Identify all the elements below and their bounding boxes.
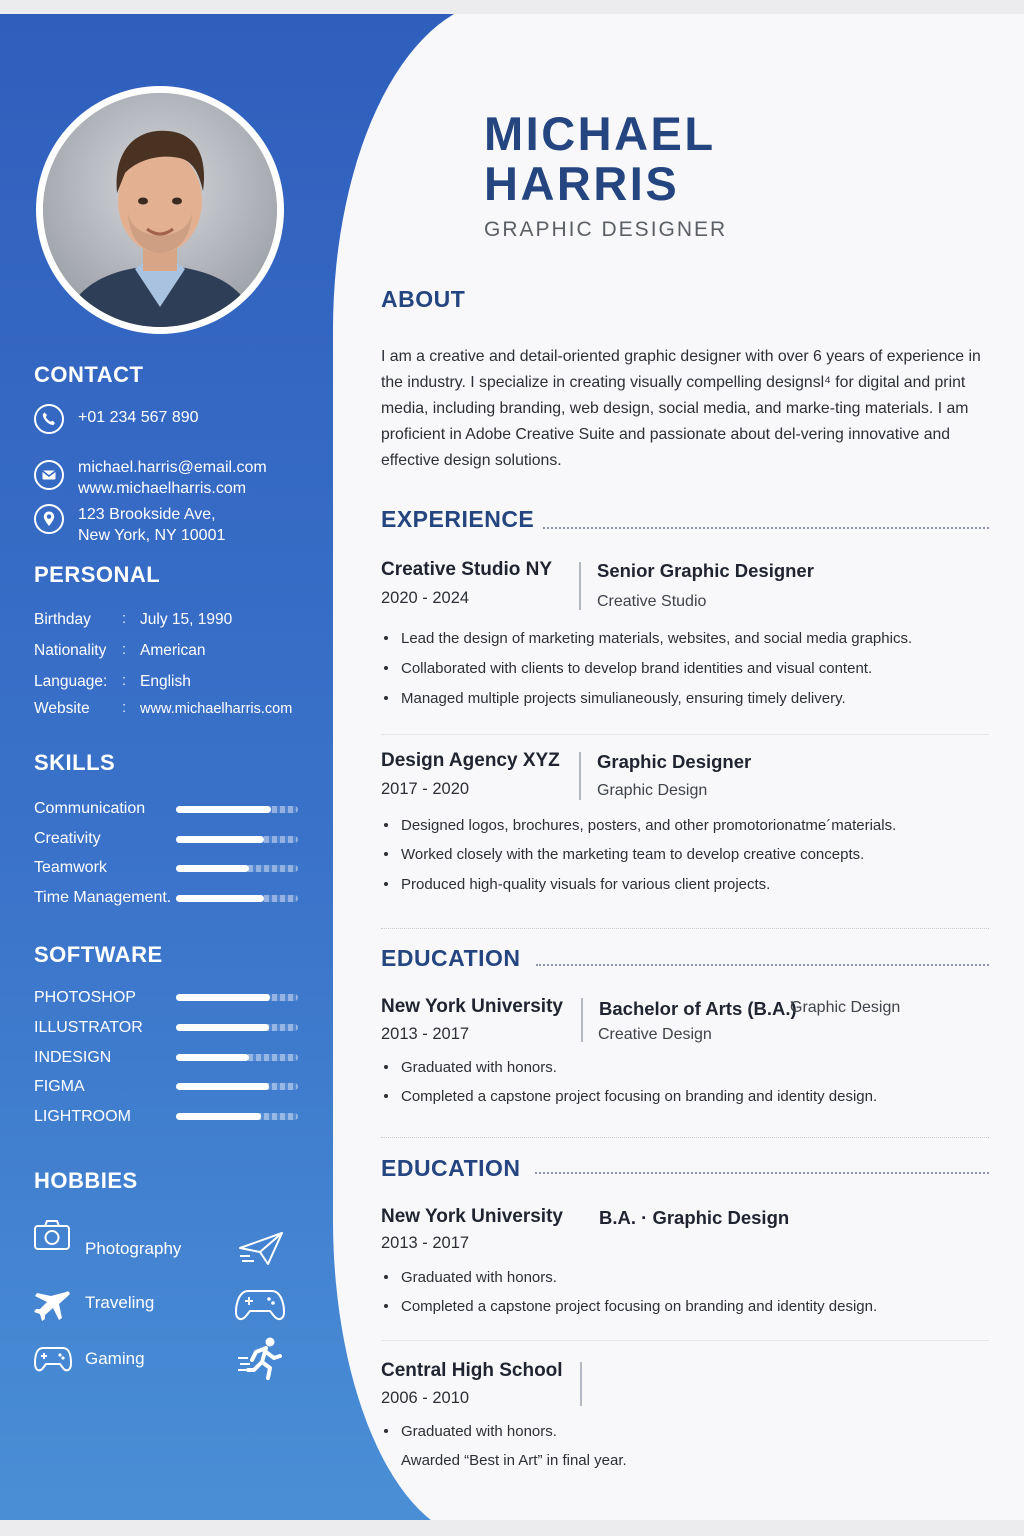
phone-icon (34, 404, 64, 434)
divider-line (581, 998, 583, 1042)
job-years: 2020 - 2024 (381, 589, 470, 607)
divider-dots (543, 527, 989, 529)
skill-label: Creativity (34, 830, 101, 847)
divider-dots (535, 1172, 989, 1174)
software-bar (176, 1024, 298, 1031)
job-bullet: Lead the design of marketing materials, websites, and social media graphics. (384, 630, 912, 647)
software-label: ILLUSTRATOR (34, 1019, 143, 1036)
edu-bullet: Awarded “Best in Art” in final year. (401, 1452, 627, 1469)
job-company: Creative Studio (597, 593, 707, 610)
hobby-photography: Photography (85, 1239, 182, 1258)
colon: : (122, 641, 127, 658)
education-heading: EDUCATION (381, 945, 521, 971)
divider-line (579, 752, 581, 800)
separator (381, 928, 989, 929)
skills-heading: SKILLS (34, 750, 116, 775)
school-name: New York University (381, 996, 563, 1017)
contact-email[interactable] (34, 457, 267, 499)
separator (381, 1137, 989, 1138)
skill-label: Time Management. (34, 889, 172, 906)
school-years: 2013 - 2017 (381, 1025, 470, 1043)
personal-value: English (140, 673, 191, 690)
degree-title: B.A. · Graphic Design (599, 1207, 790, 1228)
personal-value: July 15, 1990 (140, 611, 233, 628)
software-bar-fill (176, 1054, 249, 1061)
skill-label: Teamwork (34, 859, 107, 876)
software-bar (176, 1113, 298, 1120)
profile-photo (43, 93, 277, 327)
software-bar-fill (176, 1083, 269, 1090)
contact-phone[interactable] (34, 404, 199, 434)
software-heading: SOFTWARE (34, 942, 163, 967)
job-bullet: Collaborated with clients to develop brand identities and visual content. (384, 660, 872, 677)
personal-label: Birthday (34, 611, 91, 628)
hobby-gaming: Gaming (85, 1349, 145, 1368)
divider-line (579, 562, 581, 610)
divider-dots (536, 964, 989, 966)
skill-bar (176, 895, 298, 902)
job-role: GRAPHIC DESIGNER (484, 218, 728, 241)
job-org: Creative Studio NY (381, 559, 553, 580)
skill-label: Communication (34, 800, 146, 817)
contact-address (34, 504, 225, 546)
address-line1: 123 Brookside Ave, (78, 506, 216, 523)
degree-field: Graphic Design (790, 999, 901, 1016)
skill-bar (176, 836, 298, 843)
hobby-traveling: Traveling (85, 1293, 155, 1312)
degree-sub: Creative Design (598, 1026, 712, 1043)
running-icon (236, 1336, 284, 1382)
software-bar-fill (176, 1113, 261, 1120)
skill-bar (176, 806, 298, 813)
software-label: PHOTOSHOP (34, 989, 136, 1006)
software-bar-fill (176, 1024, 269, 1031)
skill-bar (176, 865, 298, 872)
website-text[interactable]: www.michaelharris.com (78, 480, 247, 497)
separator (381, 1340, 989, 1341)
edu-bullet: Completed a capstone project focusing on branding and identity design. (384, 1298, 877, 1315)
school-years: 2013 - 2017 (381, 1234, 470, 1252)
job-org: Design Agency XYZ (381, 750, 560, 771)
colon: : (122, 672, 127, 689)
colon: : (122, 610, 127, 627)
skill-bar-fill (176, 806, 271, 813)
job-bullet: Designed logos, brochures, posters, and other promotorionatme´materials. (384, 817, 896, 834)
job-title: Graphic Designer (597, 751, 752, 772)
resume-page (0, 14, 1024, 1520)
camera-icon (33, 1218, 71, 1252)
personal-label: Language: (34, 673, 108, 690)
job-bullet: Worked closely with the marketing team to develop creative concepts. (384, 846, 864, 863)
personal-label: Website (34, 700, 90, 717)
skill-bar-fill (176, 865, 249, 872)
job-company: Graphic Design (597, 782, 708, 799)
software-label: FIGMA (34, 1078, 85, 1095)
hobbies-heading: HOBBIES (34, 1168, 138, 1193)
paper-plane-icon (238, 1230, 284, 1268)
job-bullet: Produced high-quality visuals for various client projects. (384, 876, 770, 893)
personal-value: American (140, 642, 206, 659)
school-name: Central High School (381, 1360, 563, 1381)
address-line2: New York, NY 10001 (78, 527, 226, 544)
edu-bullet: Graduated with honors. (384, 1269, 557, 1286)
software-bar-fill (176, 994, 270, 1001)
job-bullet: Managed multiple projects simulianeously, ensuring timely delivery. (384, 690, 846, 707)
edu-bullet: Completed a capstone project focusing on branding and identity design. (384, 1088, 877, 1105)
colon: : (122, 699, 127, 716)
email-text[interactable]: michael.harris@email.com (78, 459, 267, 476)
about-text: I am a creative and detail-oriented graphic designer with over 6 years of experience in the industry. I specialize in creating visually compelling designsl⁴ for digital and print media, including branding, web design, social media, and marke-ting materials. I am proficient in Adobe Creative Suite and passionate about del-vering innovative and effective design solutions. (381, 348, 981, 469)
personal-heading: PERSONAL (34, 562, 161, 587)
degree-title: Bachelor of Arts (B.A.) (599, 998, 797, 1019)
software-bar (176, 994, 298, 1001)
software-label: INDESIGN (34, 1049, 112, 1066)
software-bar (176, 1083, 298, 1090)
last-name: HARRIS (484, 157, 680, 210)
profile-photo-frame (36, 86, 284, 334)
email-block (78, 457, 267, 499)
phone-text: +01 234 567 890 (78, 409, 199, 426)
gamepad-small-icon (33, 1345, 73, 1375)
skill-bar-fill (176, 836, 264, 843)
edu-bullet: Graduated with honors. (384, 1059, 557, 1076)
address-block (78, 504, 225, 546)
education-heading: EDUCATION (381, 1155, 521, 1181)
divider-line (580, 1362, 582, 1406)
about-heading: ABOUT (381, 286, 466, 312)
airplane-icon (33, 1288, 73, 1322)
gamepad-icon (234, 1288, 286, 1322)
location-pin-icon (34, 504, 64, 534)
personal-label: Nationality (34, 642, 107, 659)
personal-website[interactable]: www.michaelharris.com (140, 701, 293, 717)
software-label: LIGHTROOM (34, 1108, 131, 1125)
school-years: 2006 - 2010 (381, 1389, 470, 1407)
job-title: Senior Graphic Designer (597, 560, 814, 581)
first-name: MICHAEL (484, 107, 716, 160)
separator (381, 734, 989, 735)
experience-heading: EXPERIENCE (381, 506, 535, 532)
skill-bar-fill (176, 895, 264, 902)
job-years: 2017 - 2020 (381, 780, 470, 798)
email-icon (34, 460, 64, 490)
school-name: New York University (381, 1206, 563, 1227)
software-bar (176, 1054, 298, 1061)
edu-bullet: Graduated with honors. (384, 1423, 557, 1440)
contact-heading: CONTACT (34, 362, 144, 387)
